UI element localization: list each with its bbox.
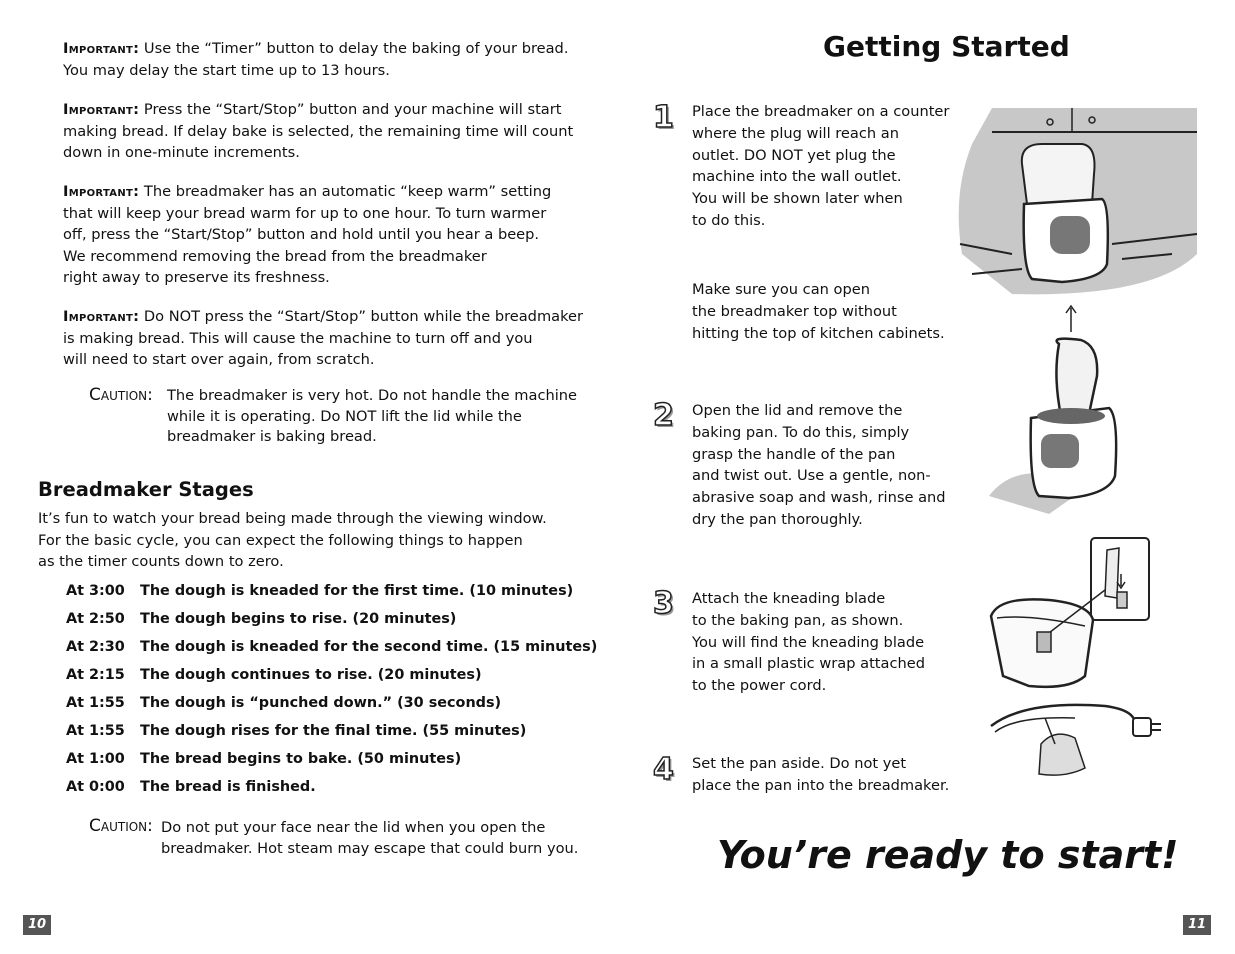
stage-time: At 2:30 xyxy=(66,639,125,655)
important-label: Important: xyxy=(63,308,140,325)
stage-description: The bread is finished. xyxy=(140,779,316,795)
stages-intro: It’s fun to watch your bread being made through the viewing window. For the basic cycle, you can expect the following things to happen as the timer counts down to zero. xyxy=(38,510,547,570)
right-page xyxy=(617,0,1235,954)
step-number: 1 xyxy=(653,100,674,135)
step-text: Set the pan aside. Do not yet place the pan into the breadmaker. xyxy=(692,755,950,794)
step-text: Attach the kneading blade to the baking pan, as shown. You will find the kneading blade in a small plastic wrap attached to the power cord. xyxy=(692,590,925,695)
caution-label: Caution: xyxy=(89,385,153,405)
ready-to-start-banner: You’re ready to start! xyxy=(717,833,1179,877)
page-number: 11 xyxy=(1183,915,1211,935)
stage-time: At 1:00 xyxy=(66,751,125,767)
step-number: 4 xyxy=(653,752,674,787)
caution-label: Caution: xyxy=(89,816,153,836)
important-text: The breadmaker has an automatic “keep warm” setting that will keep your bread warm for up to one hour. To turn warmer off, press the “Start/Stop” button and hold until you hear a beep. We recommend removing the bread from the breadmaker right away to preserve its freshness. xyxy=(63,183,552,286)
stages-heading: Breadmaker Stages xyxy=(38,478,254,501)
step-number: 3 xyxy=(653,586,674,621)
important-label: Important: xyxy=(63,101,140,118)
baking-pan-blade-illustration xyxy=(989,536,1155,694)
page-number: 10 xyxy=(23,915,51,935)
stage-time: At 1:55 xyxy=(66,723,125,739)
caution-text: The breadmaker is very hot. Do not handle the machine while it is operating. Do NOT lift the lid while the breadmaker is baking bread. xyxy=(167,387,578,445)
important-note-do-not-press xyxy=(63,306,593,371)
important-label: Important: xyxy=(63,40,140,57)
up-arrow-icon xyxy=(1063,304,1079,334)
important-note-timer xyxy=(63,38,593,81)
caution-steam xyxy=(89,816,589,862)
step-text: Make sure you can open the breadmaker top without hitting the top of kitchen cabinets. xyxy=(692,281,945,342)
step-text: Place the breadmaker on a counter where the plug will reach an outlet. DO NOT yet plug the machine into the wall outlet. You will be shown later when to do this. xyxy=(692,103,950,229)
stage-description: The dough is kneaded for the second time. (15 minutes) xyxy=(140,639,598,655)
stage-description: The dough rises for the final time. (55 minutes) xyxy=(140,723,527,739)
caution-hot xyxy=(89,385,589,449)
breadmaker-counter-illustration xyxy=(952,104,1202,298)
important-label: Important: xyxy=(63,183,140,200)
important-note-start-stop xyxy=(63,99,593,164)
stage-time: At 2:15 xyxy=(66,667,125,683)
stage-time: At 2:50 xyxy=(66,611,125,627)
stage-time: At 3:00 xyxy=(66,583,125,599)
important-text: Do NOT press the “Start/Stop” button while the breadmaker is making bread. This will cause the machine to turn off and you will need to start over again, from scratch. xyxy=(63,308,584,368)
power-cord-illustration xyxy=(985,698,1185,780)
stage-description: The dough is “punched down.” (30 seconds) xyxy=(140,695,502,711)
left-page xyxy=(0,0,617,954)
stage-description: The dough is kneaded for the first time. (10 minutes) xyxy=(140,583,574,599)
important-text: Press the “Start/Stop” button and your machine will start making bread. If delay bake is selected, the remaining time will count down in one-minute increments. xyxy=(63,101,574,161)
stage-time: At 1:55 xyxy=(66,695,125,711)
stage-description: The dough continues to rise. (20 minutes) xyxy=(140,667,482,683)
stage-description: The dough begins to rise. (20 minutes) xyxy=(140,611,457,627)
stage-description: The bread begins to bake. (50 minutes) xyxy=(140,751,462,767)
page-title: Getting Started xyxy=(823,30,1070,63)
step-number: 2 xyxy=(653,398,674,433)
important-note-keep-warm xyxy=(63,181,593,289)
important-text: Use the “Timer” button to delay the baking of your bread. You may delay the start time up to 13 hours. xyxy=(63,40,569,79)
breadmaker-lid-open-illustration xyxy=(989,336,1129,516)
stage-time: At 0:00 xyxy=(66,779,125,795)
step-text: Open the lid and remove the baking pan. To do this, simply grasp the handle of the pan and twist out. Use a gentle, non- abrasive soap and wash, rinse and dry the pan thoroughly. xyxy=(692,402,946,528)
caution-text: Do not put your face near the lid when you open the breadmaker. Hot steam may escape that could burn you. xyxy=(161,819,579,857)
